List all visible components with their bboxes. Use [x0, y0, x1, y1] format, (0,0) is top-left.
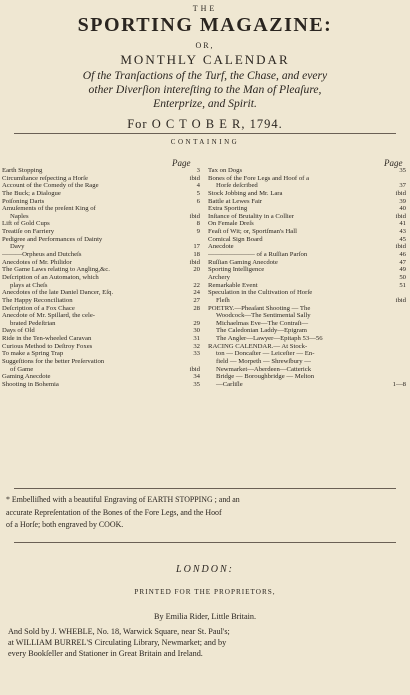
contents-entry [208, 175, 408, 183]
contents-left-column [2, 167, 202, 389]
entry-page: 6 [196, 197, 200, 205]
contents-entry [2, 243, 202, 251]
entry-title: Anecdote of Mr. Spillard, the cele- [2, 312, 96, 320]
contents-entry [2, 274, 202, 282]
entry-title: Treatiſe on Farriery [2, 228, 55, 236]
contents-entry [208, 220, 408, 228]
imprint-printed: PRINTED FOR THE PROPRIETORS, [134, 588, 276, 596]
contents-entry [2, 335, 202, 343]
entry-title: Suggeſtions for the better Preſervation [2, 358, 105, 366]
entry-page: 31 [193, 335, 200, 343]
contents-entry [208, 335, 408, 343]
contents-entry [208, 312, 408, 320]
imprint-line: And Sold by J. WHEBLE, No. 18, Warwick Square, near St. Paul's; [8, 627, 230, 636]
contents-entry [208, 350, 408, 358]
contents-entry [2, 282, 202, 290]
contents-entry [2, 350, 202, 358]
note-line: * Embelliſhed with a beautiful Engraving of EARTH STOPPING ; and an [6, 495, 240, 504]
entry-page: 30 [193, 327, 200, 335]
contents-entry [208, 228, 408, 236]
header-or: OR, [195, 41, 215, 50]
note-line: accurate Repreſentation of the Bones of the Fore Legs, and the Hoof [6, 507, 222, 517]
entry-title: Circumſtance reſpecting a Horſe [2, 174, 88, 182]
subtitle [0, 69, 410, 111]
entry-title: RACING CALENDAR.— At Stock- [208, 342, 308, 350]
entry-title: Fleſh [216, 296, 230, 304]
divider [14, 488, 396, 489]
entry-page: 49 [399, 266, 406, 274]
entry-page: 9 [196, 228, 200, 236]
entry-title: On Female Dreſs [208, 220, 254, 228]
entry-title: Poiſoning Darts [2, 197, 45, 205]
entry-page: 37 [399, 182, 406, 190]
contents-entry [2, 198, 202, 206]
entry-page: ibid [395, 243, 406, 251]
entry-page: 27 [193, 296, 200, 304]
entry-title: Horſe deſcribed [216, 182, 258, 190]
entry-title: Speculation in the Cultivation of Horſe [208, 289, 313, 297]
contents-entry [208, 305, 408, 313]
imprint-printer: By Emilia Rider, Little Britain. [154, 612, 256, 621]
contents-entry [2, 175, 202, 183]
entry-title: Account of the Comedy of the Rage [2, 182, 99, 190]
entry-title: ———Orpheus and Dutcheſs [2, 251, 82, 259]
entry-title: Sporting Intelligence [208, 266, 265, 274]
entry-page: 43 [399, 228, 406, 236]
entry-page: 46 [399, 251, 406, 259]
entry-title: Naples [10, 212, 29, 220]
entry-title: Earth Stopping [2, 167, 43, 174]
entry-page: ibid [395, 212, 406, 220]
entry-page: ibid [395, 296, 406, 304]
contents-entry [208, 243, 408, 251]
contents-entry [2, 312, 202, 320]
calendar-title: MONTHLY CALENDAR [120, 52, 290, 67]
entry-page: ibid [189, 365, 200, 373]
entry-page: 33 [193, 350, 200, 358]
contents-entry [208, 327, 408, 335]
imprint-city: LONDON: [176, 564, 234, 575]
contents-entry [208, 198, 408, 206]
header-the: THE [192, 4, 218, 13]
entry-title: Curious Method to Deſtroy Foxes [2, 342, 93, 350]
entry-page: 40 [399, 205, 406, 213]
entry-page: 35 [193, 380, 200, 388]
entry-page: 32 [193, 342, 200, 350]
contents-entry [2, 297, 202, 305]
entry-title: Archery [208, 273, 230, 281]
entry-title: The Buck; a Dialogue [2, 189, 61, 197]
contents-entry [208, 205, 408, 213]
entry-page: 20 [193, 266, 200, 274]
entry-title: POETRY.—Pheaſant Shooting — The [208, 304, 311, 312]
entry-page: 17 [193, 243, 200, 251]
contents-entry [2, 190, 202, 198]
entry-title: Michaelmas Eve—The Contraſt— [216, 319, 309, 327]
contents-entry [208, 190, 408, 198]
entry-title: Davy [10, 243, 25, 251]
entry-page: 45 [399, 235, 406, 243]
subtitle-line: Enterprize, and Spirit. [153, 97, 257, 110]
contents-entry [2, 220, 202, 228]
contents-entry [208, 274, 408, 282]
entry-title: Anecdotes of the late Daniel Dancer, Eſq. [2, 289, 114, 297]
contents-entry [2, 366, 202, 374]
contents-entry [208, 343, 408, 351]
entry-title: Deſcription of an Automaton, which [2, 273, 99, 281]
entry-page: 22 [193, 281, 200, 289]
contents-entry [208, 289, 408, 297]
entry-page: 51 [399, 281, 406, 289]
contents-entry [2, 373, 202, 381]
imprint-line: at WILLIAM BURREL'S Circulating Library, Newmarket; and by [8, 638, 227, 648]
entry-page: 3 [196, 167, 200, 174]
divider [14, 542, 396, 543]
magazine-title: SPORTING MAGAZINE: [77, 14, 333, 36]
entry-title: The Caledonian Laddy—Epigram [216, 327, 307, 335]
subtitle-line: other Diverſion intereſting to the Man of Pleaſure, [88, 83, 322, 96]
entry-title: —Carliſle [216, 380, 243, 388]
entry-page: ibid [189, 174, 200, 182]
contents-entry [208, 373, 408, 381]
entry-page: 24 [193, 289, 200, 297]
note-line: of a Horſe; both engraved by COOK. [6, 520, 124, 530]
entry-page: 39 [399, 197, 406, 205]
contents-entry [208, 381, 408, 389]
entry-title: ——————— of a Ruſſian Parſon [208, 251, 308, 259]
divider [14, 133, 396, 134]
contents-entry [2, 327, 202, 335]
entry-page: 28 [193, 304, 200, 312]
entry-title: Days of Old [2, 327, 35, 335]
page-column-label: Page [172, 158, 191, 168]
entry-page: ibid [189, 212, 200, 220]
entry-title: of Game [10, 365, 34, 373]
entry-title: Anecdote [208, 243, 234, 251]
contents-entry [2, 228, 202, 236]
contents-heading: CONTAINING [170, 138, 240, 146]
contents-entry [208, 358, 408, 366]
entry-title: Stock Jobbing and Mr. Lara [208, 189, 283, 197]
contents-entry [208, 213, 408, 221]
contents-entry [208, 266, 408, 274]
contents-entry [2, 381, 202, 389]
entry-title: Inſtance of Brutality in a Collier [208, 212, 294, 220]
contents-entry [2, 236, 202, 244]
contents-entry [208, 182, 408, 190]
embellishment-note [6, 494, 402, 532]
entry-title: Anecdotes of Mr. Philidor [2, 258, 72, 266]
contents-entry [2, 289, 202, 297]
contents-entry [2, 205, 202, 213]
entry-page: 50 [399, 273, 406, 281]
entry-title: Battle at Lewes Fair [208, 197, 263, 205]
contents-entry [208, 251, 408, 259]
entry-page: 8 [196, 220, 200, 228]
contents-entry [2, 358, 202, 366]
entry-title: Deſcription of a Fox Chace [2, 304, 75, 312]
entry-page: 34 [193, 373, 200, 381]
entry-title: The Angler—Lawyer—Epitaph 53—56 [216, 335, 323, 343]
entry-title: Tax on Dogs [208, 167, 243, 174]
contents-entry [2, 266, 202, 274]
contents-entry [2, 305, 202, 313]
entry-title: Feaſt of Wit; or, Sportſman's Hall [208, 228, 297, 236]
contents-entry [208, 236, 408, 244]
entry-page: 1—8 [392, 380, 406, 388]
contents-entry [208, 259, 408, 267]
entry-page: 29 [193, 319, 200, 327]
contents-entry [2, 343, 202, 351]
imprint-sellers [8, 626, 404, 660]
contents-entry [208, 282, 408, 290]
contents-entry [208, 366, 408, 374]
entry-page: 18 [193, 251, 200, 259]
contents-entry [2, 251, 202, 259]
contents-right-column [208, 167, 408, 389]
entry-title: Ride in the Ten-wheeled Caravan [2, 335, 92, 343]
contents-entry [208, 167, 408, 175]
contents-entry [208, 320, 408, 328]
page-column-label: Page [384, 158, 403, 168]
entry-page: 41 [399, 220, 406, 228]
entry-title: The Game Laws relating to Angling,&c. [2, 266, 110, 274]
contents-entry [2, 320, 202, 328]
contents-entry [2, 213, 202, 221]
entry-page: ibid [189, 258, 200, 266]
entry-title: Bones of the Fore Legs and Hoof of a [208, 174, 310, 182]
contents-entry [208, 297, 408, 305]
entry-title: Ruſſian Gaming Anecdote [208, 258, 278, 266]
entry-page: 4 [196, 182, 200, 190]
entry-title: Amuſements of the preſent King of [2, 205, 96, 213]
imprint-line: every Bookſeller and Stationer in Great Britain and Ireland. [8, 649, 203, 659]
entry-page: 5 [196, 189, 200, 197]
entry-page: ibid [395, 189, 406, 197]
entry-title: Woodcock—The Sentimental Sally [216, 312, 311, 320]
entry-title: Comical Sign Board [208, 235, 263, 243]
entry-title: plays at Cheſs [10, 281, 48, 289]
entry-title: Bridge — Boroughbridge — Melton [216, 373, 315, 381]
entry-title: Extra Sporting [208, 205, 248, 213]
contents-entry [2, 167, 202, 175]
entry-title: field — Morpeth — Shrewſbury — [216, 358, 311, 366]
entry-title: To make a Spring Trap [2, 350, 64, 358]
entry-title: brated Pedeſtrian [10, 319, 56, 327]
entry-page: 47 [399, 258, 406, 266]
entry-title: ton — Doncaſter — Leiceſter — En- [216, 350, 315, 358]
entry-title: Lift of Gold Cups [2, 220, 50, 228]
entry-title: Pedigree and Performances of Dainty [2, 235, 103, 243]
entry-title: Newmarket—Aberdeen—Catterick [216, 365, 312, 373]
entry-page: 35 [399, 167, 406, 174]
entry-title: Remarkable Event [208, 281, 258, 289]
contents-entry [2, 259, 202, 267]
entry-title: Shooting in Bohemia [2, 380, 59, 388]
entry-title: Gaming Anecdote [2, 373, 51, 381]
entry-title: The Happy Reconciliation [2, 296, 73, 304]
contents-entry [2, 182, 202, 190]
subtitle-line: Of the Tranſactions of the Turf, the Chase, and every [82, 69, 328, 82]
issue-month: For O C T O B E R, 1794. [127, 117, 283, 131]
